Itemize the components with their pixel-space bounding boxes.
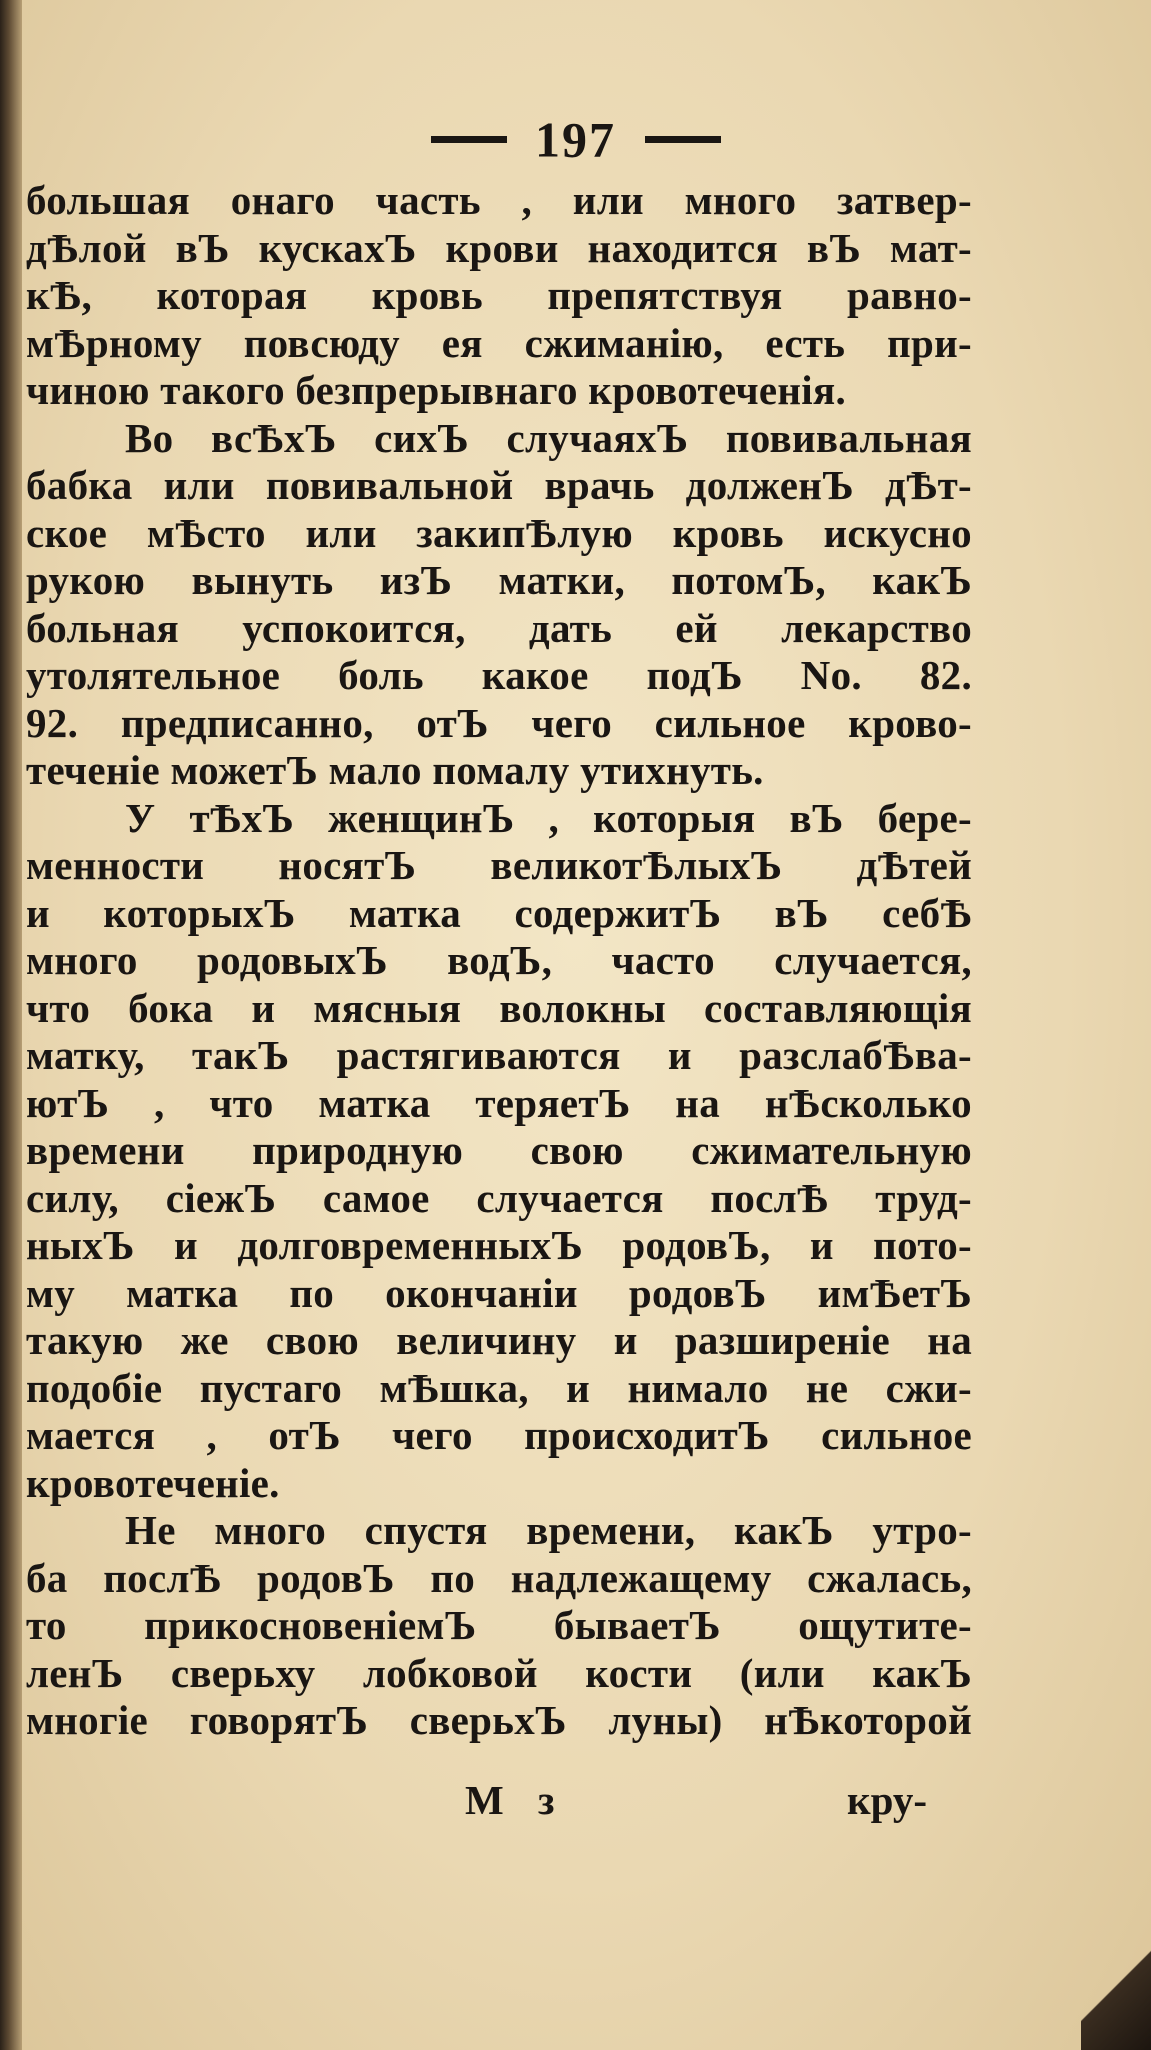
text-line: менности носятЪ великотѢлыхЪ дѢтей <box>26 842 972 888</box>
torn-corner <box>1081 1920 1151 2050</box>
text-line: то прикосновеніемЪ бываетЪ ощутите- <box>26 1602 972 1648</box>
text-line: дѢлой вЪ кускахЪ крови находится вЪ мат- <box>26 224 972 271</box>
body-text <box>26 177 972 1745</box>
catchword: кру- <box>847 1777 928 1823</box>
text-line: мѢрному повсюду ея сжиманію, есть при- <box>26 319 972 366</box>
text-line: кровотеченіе. <box>26 1459 280 1506</box>
text-line: и которыхЪ матка содержитЪ вЪ себѢ <box>26 889 972 936</box>
header-dash-left <box>431 136 507 143</box>
text-line: времени природную свою сжимательную <box>26 1127 972 1173</box>
page-spine-shadow <box>0 0 22 2050</box>
text-line: больная успокоится, дать ей лекарство <box>26 604 972 651</box>
text-line: бабка или повивальной врачь долженЪ дѢт- <box>26 462 972 508</box>
text-line: 92. предписанно, отЪ чего сильное крово- <box>26 699 972 746</box>
text-line: теченіе можетЪ мало помалу утихнуть. <box>26 747 764 793</box>
page-number: 197 <box>535 111 616 168</box>
page-footer <box>0 1775 1151 1825</box>
text-line: силу, сіежЪ самое случается послѢ труд- <box>26 1174 972 1221</box>
text-line: утолятельное боль какое подЪ No. 82. <box>26 652 972 698</box>
text-line: У тѢхЪ женщинЪ , которыя вЪ бере- <box>125 794 972 841</box>
text-line: кѢ, которая кровь препятствуя равно- <box>26 272 972 318</box>
text-line: ныхЪ и долговременныхЪ родовЪ, и пото- <box>26 1222 972 1268</box>
text-line: что бока и мясныя волокны составляющія <box>26 984 972 1031</box>
signature-mark: М з <box>465 1777 567 1823</box>
text-line: мается , отЪ чего происходитЪ сильное <box>26 1412 972 1458</box>
text-line: ютЪ , что матка теряетЪ на нѢсколько <box>26 1079 972 1126</box>
text-line: ба послѢ родовЪ по надлежащему сжалась, <box>26 1554 972 1601</box>
text-line: чиною такого безпрерывнаго кровотеченія. <box>26 367 847 413</box>
header-dash-right <box>645 136 721 143</box>
text-line: ское мѢсто или закипѢлую кровь искусно <box>26 509 972 556</box>
text-line: такую же свою величину и разширеніе на <box>26 1317 972 1363</box>
text-line: матку, такЪ растягиваются и разслабѢва- <box>26 1032 972 1078</box>
text-line: многіе говорятЪ сверьхЪ луны) нѢкоторой <box>26 1697 972 1743</box>
page-header <box>0 104 1151 170</box>
text-line: ленЪ сверьху лобковой кости (или какЪ <box>26 1649 972 1696</box>
text-line: подобіе пустаго мѢшка, и нимало не сжи- <box>26 1364 972 1411</box>
text-line: Не много спустя времени, какЪ утро- <box>125 1507 972 1553</box>
text-line: большая онаго часть , или много затвер- <box>26 177 972 223</box>
text-line: рукою вынуть изЪ матки, потомЪ, какЪ <box>26 557 972 603</box>
text-line: му матка по окончаніи родовЪ имѢетЪ <box>26 1269 972 1316</box>
text-line: много родовыхЪ водЪ, часто случается, <box>26 937 972 983</box>
text-line: Во всѢхЪ сихЪ случаяхЪ повивальная <box>125 414 972 461</box>
